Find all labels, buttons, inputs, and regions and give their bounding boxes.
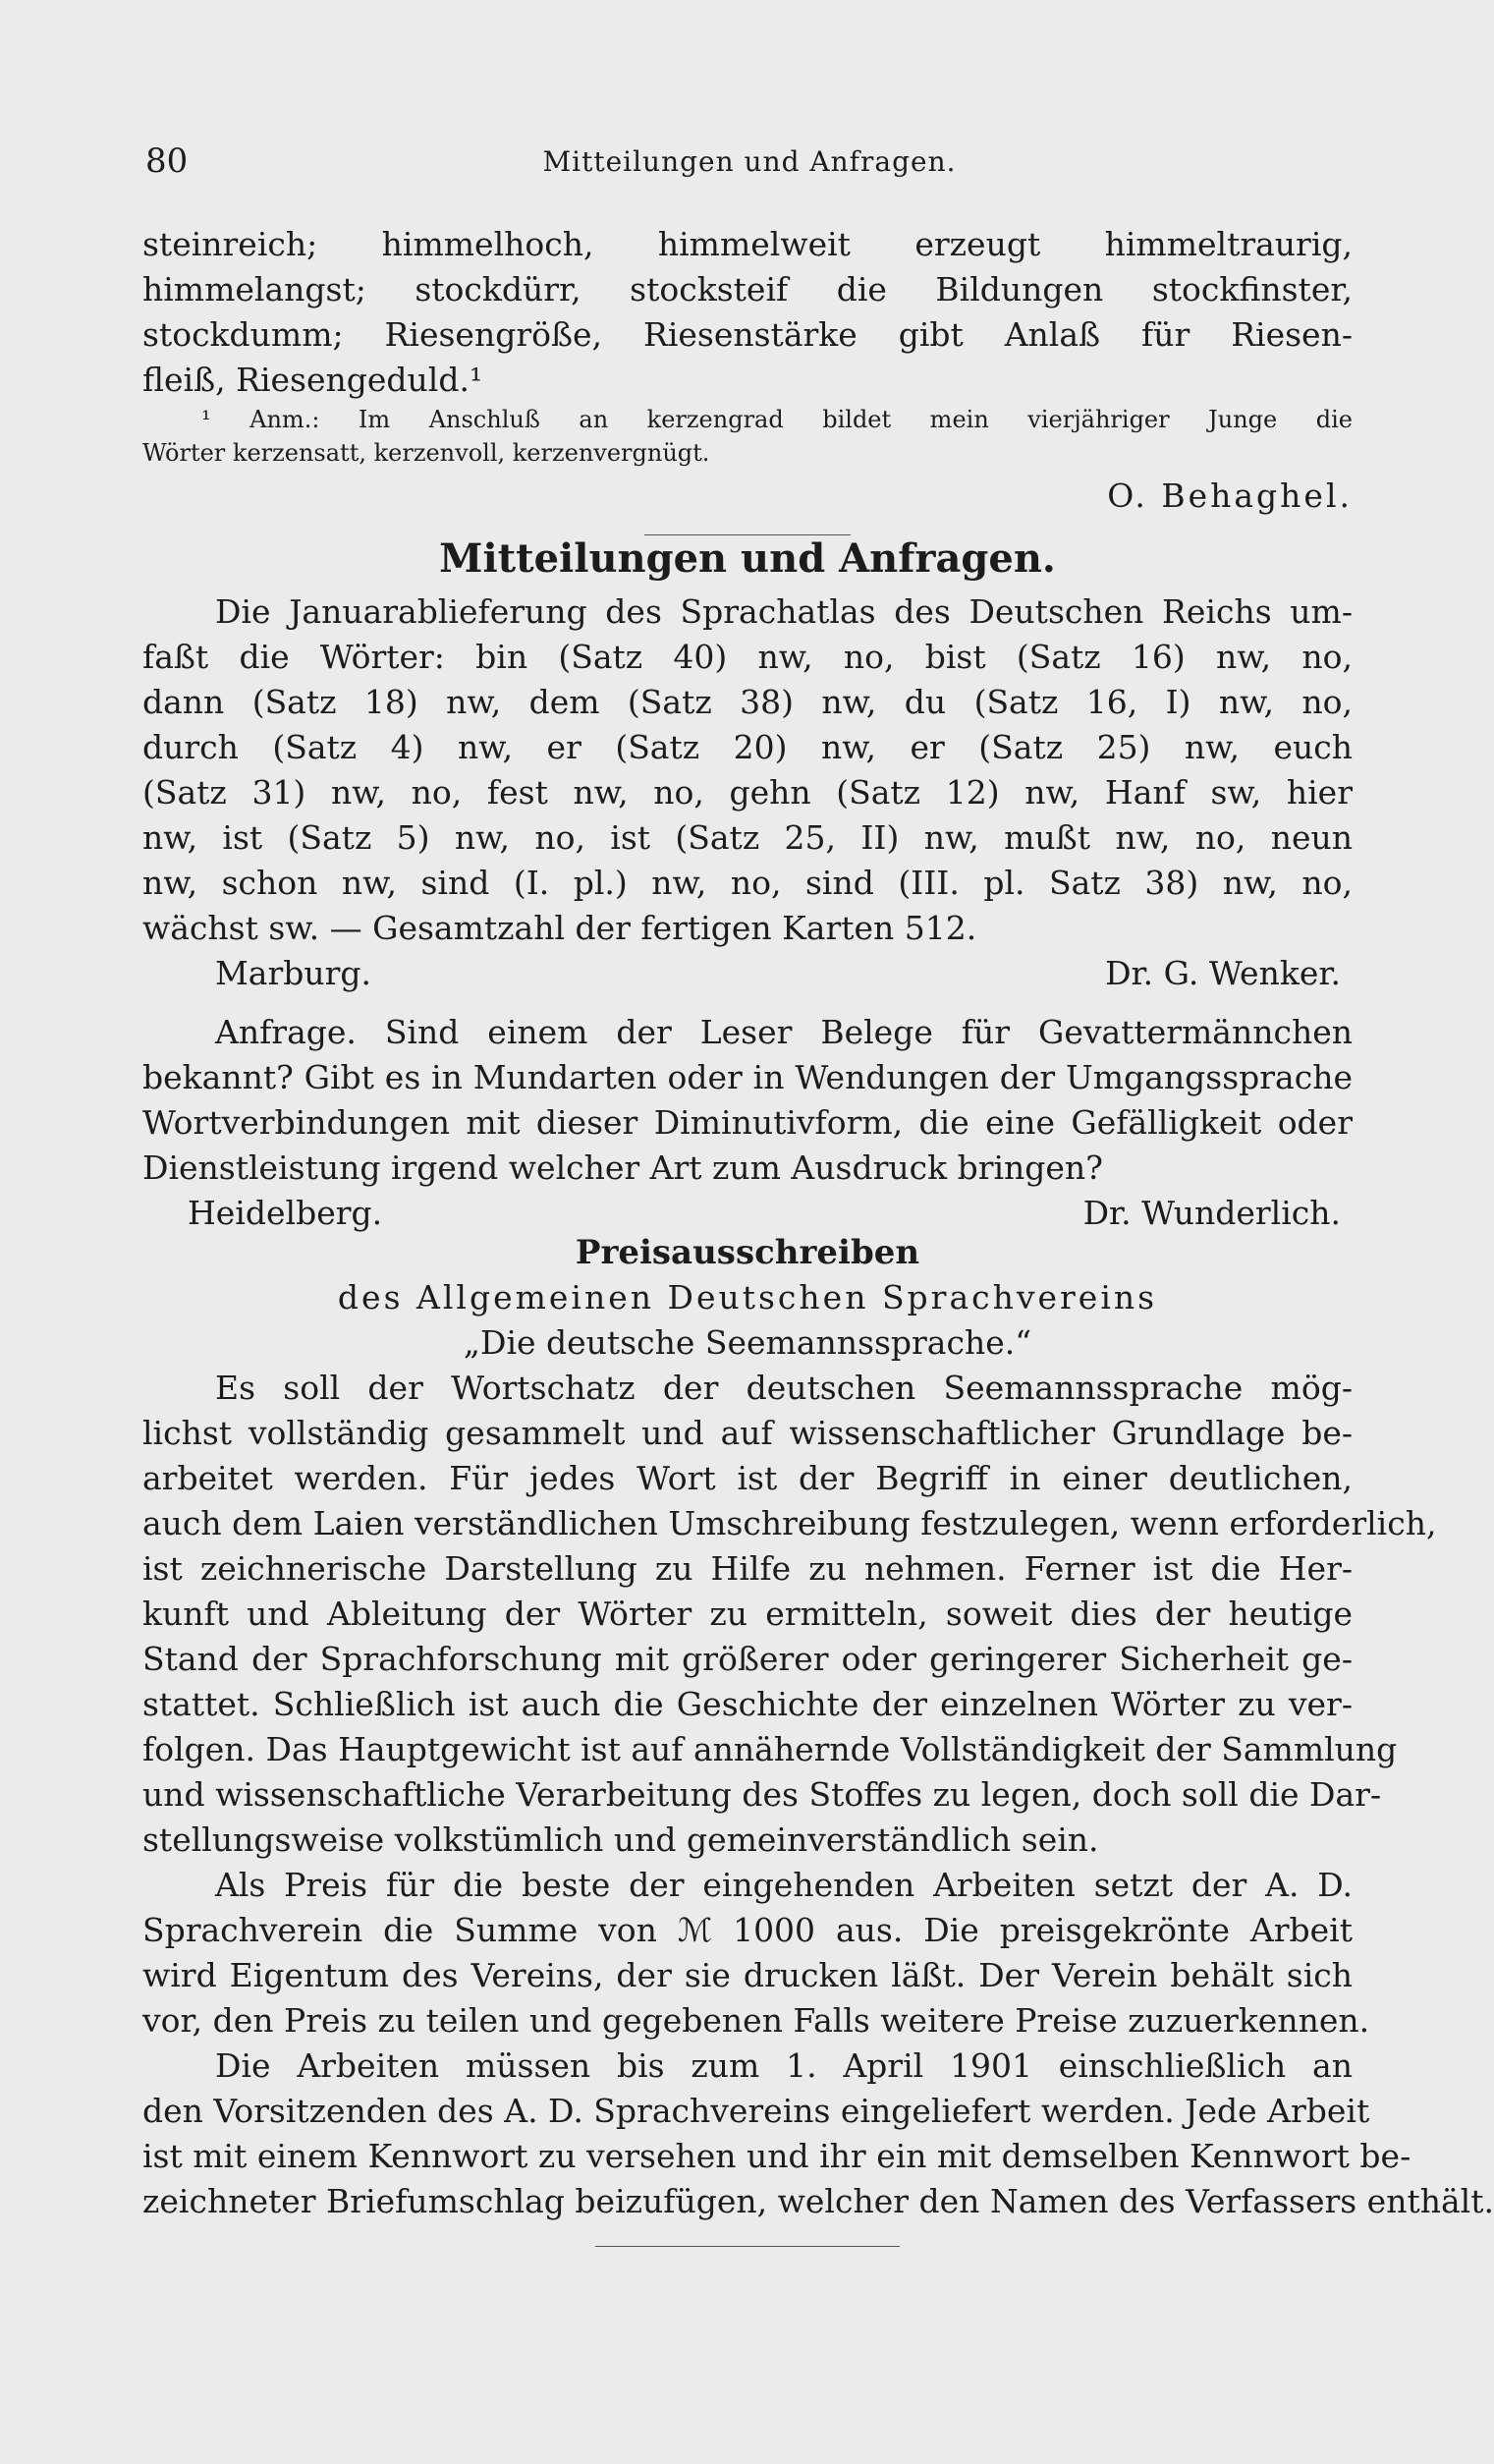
text-line: faßt die Wörter: bin (Satz 40) nw, no, bist (Satz 16) nw, no,: [142, 638, 1353, 676]
text-line: (Satz 31) nw, no, fest nw, no, gehn (Satz 12) nw, Hanf sw, hier: [142, 773, 1353, 812]
text-line: fleiß, Riesengeduld.¹: [142, 361, 483, 399]
text-line: ist mit einem Kennwort zu versehen und ihr ein mit demselben Kennwort be-: [142, 2137, 1411, 2175]
text-line: bekannt? Gibt es in Mundarten oder in Wendungen der Umgangssprache: [142, 1058, 1353, 1096]
text-line: vor, den Preis zu teilen und gegebenen Falls weitere Preise zuzuerkennen.: [142, 2001, 1370, 2040]
running-title: Mitteilungen und Anfragen.: [542, 145, 957, 178]
notices-section: [142, 529, 1353, 1236]
author-signature: O. Behaghel.: [1107, 476, 1353, 515]
text-line: Die Arbeiten müssen bis zum 1. April 1901 einschließlich an: [215, 2046, 1353, 2085]
text-line: Wortverbindungen mit dieser Diminutivform, die eine Gefälligkeit oder: [142, 1103, 1353, 1142]
signature-line: [142, 951, 1353, 996]
text-line: wächst sw. — Gesamtzahl der fertigen Karten 512.: [142, 909, 977, 947]
text-line: lichst vollständig gesammelt und auf wissenschaftlicher Grundlage be-: [142, 1414, 1353, 1452]
section-subheading: des Allgemeinen Deutschen Sprachvereins: [337, 1278, 1158, 1316]
text-line: Als Preis für die beste der eingehenden Arbeiten setzt der A. D.: [215, 1866, 1353, 1904]
text-line: Die Januarablieferung des Sprachatlas des Deutschen Reichs um-: [215, 592, 1353, 631]
page-number: 80: [145, 141, 189, 181]
text-line: stattet. Schließlich ist auch die Geschichte der einzelnen Wörter zu ver-: [142, 1685, 1353, 1723]
prize-competition-section: [142, 1230, 1494, 2247]
text-line: kunft und Ableitung der Wörter zu ermitteln, soweit dies der heutige: [142, 1595, 1353, 1633]
running-header: [145, 141, 1354, 185]
text-line: nw, schon nw, sind (I. pl.) nw, no, sind (III. pl. Satz 38) nw, no,: [142, 864, 1353, 902]
text-line: arbeitet werden. Für jedes Wort ist der Begriff in einer deutlichen,: [142, 1459, 1353, 1497]
place-name: Marburg.: [215, 954, 372, 992]
text-line: durch (Satz 4) nw, er (Satz 20) nw, er (Satz 25) nw, euch: [142, 728, 1353, 766]
section-heading: Mitteilungen und Anfragen.: [439, 535, 1056, 582]
text-line: Sprachverein die Summe von ℳ 1000 aus. Die preisgekrönte Arbeit: [142, 1911, 1353, 1949]
text-line: Anfrage. Sind einem der Leser Belege für Gevattermännchen: [215, 1013, 1353, 1051]
text-line: Es soll der Wortschatz der deutschen Seemannssprache mög-: [215, 1369, 1353, 1407]
text-line: ist zeichnerische Darstellung zu Hilfe zu nehmen. Ferner ist die Her-: [142, 1549, 1353, 1588]
text-line: nw, ist (Satz 5) nw, no, ist (Satz 25, II) nw, mußt nw, no, neun: [142, 818, 1353, 857]
text-line: stockdumm; Riesengröße, Riesenstärke gibt Anlaß für Riesen-: [142, 315, 1353, 354]
place-name: Heidelberg.: [188, 1194, 383, 1232]
text-line: dann (Satz 18) nw, dem (Satz 38) nw, du (Satz 16, I) nw, no,: [142, 683, 1353, 721]
text-line: auch dem Laien verständlichen Umschreibung festzulegen, wenn erforderlich,: [142, 1504, 1437, 1542]
text-line: Dienstleistung irgend welcher Art zum Ausdruck bringen?: [142, 1148, 1103, 1187]
author-signature: Dr. Wunderlich.: [1082, 1194, 1341, 1232]
end-divider: [595, 2246, 900, 2247]
text-line: steinreich; himmelhoch, himmelweit erzeugt himmeltraurig,: [142, 225, 1353, 263]
footnote-line: ¹ Anm.: Im Anschluß an kerzengrad bildet mein vierjähriger Junge die: [201, 406, 1353, 433]
text-line: zeichneter Briefumschlag beizufügen, welcher den Namen des Verfassers enthält.: [142, 2182, 1494, 2220]
author-signature: Dr. G. Wenker.: [1105, 954, 1341, 992]
section-heading: Preisausschreiben: [575, 1233, 920, 1272]
text-line: den Vorsitzenden des A. D. Sprachvereins eingeliefert werden. Jede Arbeit: [142, 2092, 1370, 2130]
text-line: stellungsweise volkstümlich und gemeinverständlich sein.: [142, 1820, 1099, 1859]
text-line: wird Eigentum des Vereins, der sie drucken läßt. Der Verein behält sich: [142, 1956, 1353, 1994]
previous-article-ending: [142, 222, 1353, 535]
footnote-line: Wörter kerzensatt, kerzenvoll, kerzenvergnügt.: [142, 439, 710, 467]
text-line: Stand der Sprachforschung mit größerer oder geringerer Sicherheit ge-: [142, 1640, 1353, 1678]
text-line: himmelangst; stockdürr, stocksteif die Bildungen stockfinster,: [142, 270, 1353, 308]
text-line: und wissenschaftliche Verarbeitung des Stoffes zu legen, doch soll die Dar-: [142, 1775, 1382, 1814]
competition-topic: „Die deutsche Seemannssprache.“: [463, 1323, 1032, 1362]
text-line: folgen. Das Hauptgewicht ist auf annähernde Vollständigkeit der Sammlung: [142, 1730, 1398, 1768]
